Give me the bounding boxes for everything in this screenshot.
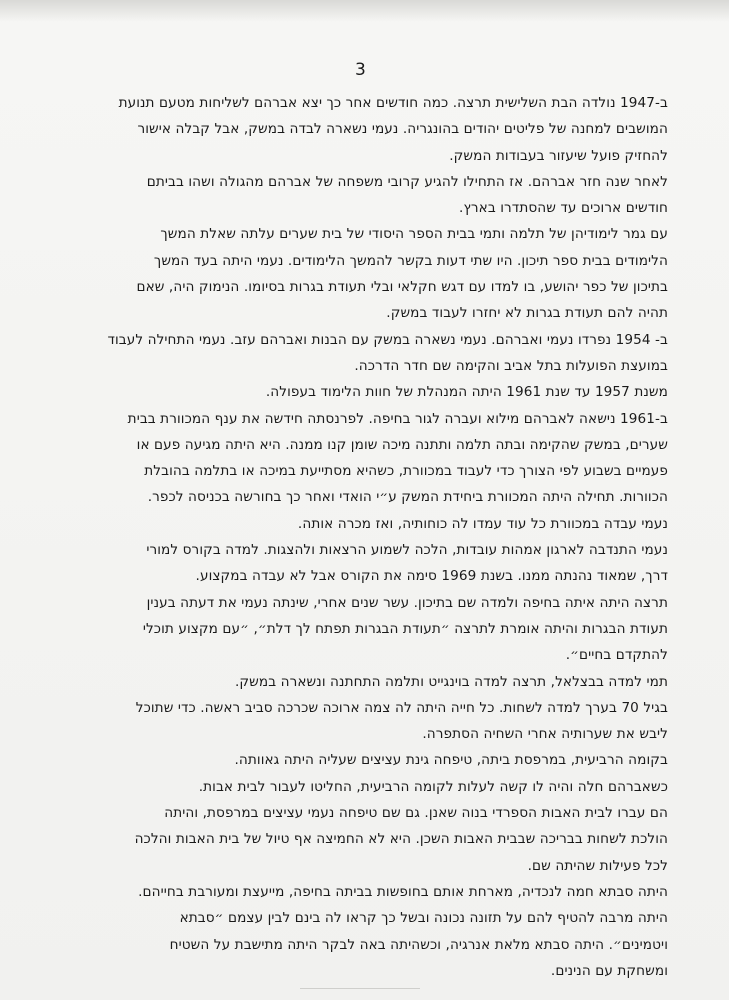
text-line: תרצה היתה איתה בחיפה ולמדה שם בתיכון. עשר שנים אחרי, שינתה נעמי את דעתה בענין <box>146 594 668 611</box>
text-line: ב- 1954 נפרדו נעמי ואברהם. נעמי נשארה במשק עם הבנות ואברהם עזב. נעמי התחילה לעבוד <box>107 331 668 348</box>
text-line: בגיל 70 בערך למדה לשחות. כל חייה היתה לה צמה ארוכה שכרכה סביב ראשה. כדי שתוכל <box>135 699 668 716</box>
text-line: עם גמר לימודיהן של תלמה ותמי בבית הספר היסודי של בית שערים עלתה שאלת המשך <box>160 226 668 243</box>
text-line: דרך, שמאוד נהנתה ממנו. בשנת 1969 סימה את הקורס אבל לא עבדה במקצוע. <box>195 568 668 585</box>
text-line: כשאברהם חלה והיה לו קשה לעלות לקומה הרביעית, החליטו לעבור לבית אבות. <box>198 778 668 795</box>
text-line: נעמי התנדבה לארגון אמהות עובדות, הלכה לשמוע הרצאות ולהצגות. למדה בקורס למורי <box>146 542 668 559</box>
text-line: הולכת לשחות בבריכה שבבית האבות השכן. היא לא החמיצה אף טיול של בית האבות והלכה <box>134 831 668 848</box>
text-line: ליבש את שערותיה אחרי השחיה הסתפרה. <box>422 726 668 743</box>
text-line: לאחר שנה חזר אברהם. אז התחילו להגיע קרובי משפחה של אברהם מהגולה ושהו בביתם <box>146 173 668 190</box>
text-line: חודשים ארוכים עד שהסתדרו בארץ. <box>459 200 668 217</box>
text-line: ב-1961 נישאה לאברהם מילוא ועברה לגור בחיפה. לפרנסתה חידשה את ענף המכוורת בבית <box>127 410 668 427</box>
scan-top-shadow <box>0 0 729 22</box>
text-line: פעמיים בשבוע לפי הצורך כדי לעבוד במכוורת, כשהיא מסתייעת במיכה או בתלמה בהובלת <box>144 463 668 480</box>
text-line: הכוורות. תחילה היתה המכוורת ביחידת המשק ע״י הואדי ואחר כך בחורשה בכניסה לכפר. <box>147 489 668 506</box>
text-line: שערים, במשק שהקימה ובתה תלמה ותתנה מיכה שומן קנו ממנה. היא היתה מגיעה פעם או <box>136 436 668 453</box>
text-line: נעמי עבדה במכוורת כל עוד עמדו לה כוחותיה, ואז מכרה אותה. <box>297 515 668 532</box>
body-text <box>64 90 668 984</box>
text-line: היתה מרבה להטיף להם על תזונה נכונה ובשל כך קראו לה בינם לבין עצמם ״סבתא <box>179 910 668 927</box>
scan-bottom-mark <box>300 988 420 989</box>
text-line: במועצת הפועלות בתל אביב והקימה שם חדר הדרכה. <box>354 357 668 374</box>
text-line: בתיכון של כפר יהושע, בו למדו עם דגש חקלאי ובלי תעודת בגרות בסיומו. הנימוק היה, שאם <box>136 279 668 296</box>
text-line: בקומה הרביעית, במרפסת ביתה, טיפחה גינת עציצים שעליה היתה גאוותה. <box>234 752 668 769</box>
text-line: היתה סבתא חמה לנכדיה, מארחת אותם בחופשות בביתה בחיפה, מייעצת ומעורבת בחייהם. <box>138 883 668 900</box>
text-line: תעודת הבגרות והיתה אומרת לתרצה ״תעודת הבגרות תפתח לך דלת״, ״עם מקצוע תוכלי <box>142 620 668 637</box>
text-line: ומשחקת עם הנינים. <box>550 962 668 979</box>
text-line: תהיה להם תעודת בגרות לא יחזרו לעבוד במשק. <box>386 305 668 322</box>
text-line: הלימודים בבית ספר תיכון. היו שתי דעות בקשר להמשך הלימודים. נעמי היתה בעד המשך <box>153 252 668 269</box>
text-line: לכל פעילות שהיתה שם. <box>527 857 668 874</box>
text-line: להחזיק פועל שיעזור בעבודות המשק. <box>449 147 668 164</box>
page-number: 3 <box>355 60 366 80</box>
text-line: ב-1947 נולדה הבת השלישית תרצה. כמה חודשים אחר כך יצא אברהם לשליחות מטעם תנועת <box>118 95 668 111</box>
text-line: המושבים למחנה של פליטים יהודים בהונגריה. נעמי נשארה לבדה במשק, אבל קבלה אישור <box>137 121 668 138</box>
text-line: משנת 1957 עד שנת 1961 היתה המנהלת של חוות הלימוד בעפולה. <box>265 384 668 401</box>
text-line: תמי למדה בבצלאל, תרצה למדה בוינגייט ותלמה התחתנה ונשארה במשק. <box>235 673 668 690</box>
text-line: ויטמינים״. היתה סבתא מלאת אנרגיה, וכשהיתה באה לבקר היתה מתישבת על השטיח <box>169 936 668 953</box>
text-line: הם עברו לבית האבות הספרדי בנוה שאנן. גם שם טיפחה נעמי עציצים במרפסת, והיתה <box>164 805 668 822</box>
text-line: להתקדם בחיים״. <box>565 647 668 664</box>
